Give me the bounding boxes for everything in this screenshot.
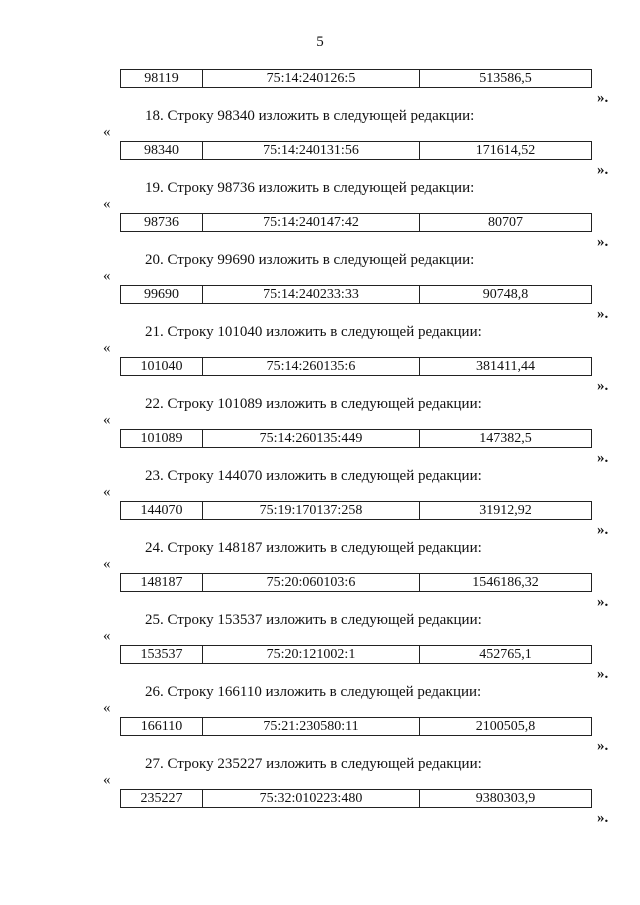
row-number-cell: 98340	[121, 142, 203, 159]
entry-heading: 23. Строку 144070 изложить в следующей редакции:	[145, 468, 482, 484]
cadastral-number-cell: 75:14:240147:42	[203, 214, 420, 231]
value-cell: 1546186,32	[472, 574, 539, 590]
cadastral-number-cell: 75:19:170137:258	[203, 502, 420, 519]
closing-quote: ».	[597, 234, 609, 250]
entry-heading: 20. Строку 99690 изложить в следующей редакции:	[145, 252, 475, 268]
table-row	[120, 213, 592, 232]
closing-quote: ».	[597, 90, 609, 106]
cadastral-number-cell: 75:14:260135:6	[203, 358, 420, 375]
table-row	[120, 645, 592, 664]
entry-heading: 24. Строку 148187 изложить в следующей редакции:	[145, 540, 482, 556]
entry-heading: 26. Строку 166110 изложить в следующей редакции:	[145, 684, 482, 700]
value-cell: 9380303,9	[475, 790, 536, 806]
row-number-cell: 153537	[121, 646, 203, 663]
cadastral-number-cell: 75:14:240126:5	[203, 70, 420, 87]
opening-quote: «	[103, 268, 111, 284]
row-number-cell: 144070	[121, 502, 203, 519]
cadastral-number-cell: 75:14:260135:449	[203, 430, 420, 447]
cadastral-number-cell: 75:20:121002:1	[203, 646, 420, 663]
value-cell: 452765,1	[479, 646, 532, 662]
entry-heading: 22. Строку 101089 изложить в следующей редакции:	[145, 396, 482, 412]
page-number: 5	[316, 34, 324, 50]
opening-quote: «	[103, 412, 111, 428]
opening-quote: «	[103, 196, 111, 212]
table-row	[120, 141, 592, 160]
closing-quote: ».	[597, 306, 609, 322]
row-number-cell: 148187	[121, 574, 203, 591]
opening-quote: «	[103, 340, 111, 356]
row-number-cell: 99690	[121, 286, 203, 303]
entry-heading: 18. Строку 98340 изложить в следующей редакции:	[145, 108, 475, 124]
opening-quote: «	[103, 484, 111, 500]
entry-heading: 19. Строку 98736 изложить в следующей редакции:	[145, 180, 475, 196]
row-number-cell: 98736	[121, 214, 203, 231]
value-cell: 90748,8	[482, 286, 529, 302]
opening-quote: «	[103, 628, 111, 644]
value-cell: 31912,92	[479, 502, 532, 518]
entry-heading: 21. Строку 101040 изложить в следующей редакции:	[145, 324, 482, 340]
opening-quote: «	[103, 556, 111, 572]
value-cell: 2100505,8	[475, 718, 536, 734]
closing-quote: ».	[597, 162, 609, 178]
row-number-cell: 166110	[121, 718, 203, 735]
closing-quote: ».	[597, 378, 609, 394]
cadastral-number-cell: 75:20:060103:6	[203, 574, 420, 591]
entry-heading: 27. Строку 235227 изложить в следующей редакции:	[145, 756, 482, 772]
row-number-cell: 101089	[121, 430, 203, 447]
entry-heading: 25. Строку 153537 изложить в следующей редакции:	[145, 612, 482, 628]
closing-quote: ».	[597, 666, 609, 682]
value-cell: 80707	[488, 214, 523, 230]
value-cell: 513586,5	[479, 70, 532, 86]
cadastral-number-cell: 75:14:240131:56	[203, 142, 420, 159]
opening-quote: «	[103, 700, 111, 716]
table-row	[120, 717, 592, 736]
cadastral-number-cell: 75:32:010223:480	[203, 790, 420, 807]
closing-quote: ».	[597, 450, 609, 466]
row-number-cell: 235227	[121, 790, 203, 807]
value-cell: 171614,52	[475, 142, 536, 158]
opening-quote: «	[103, 772, 111, 788]
value-cell: 381411,44	[476, 358, 535, 374]
table-row	[120, 69, 592, 88]
closing-quote: ».	[597, 810, 609, 826]
closing-quote: ».	[597, 522, 609, 538]
table-row	[120, 573, 592, 592]
table-row	[120, 285, 592, 304]
opening-quote: «	[103, 124, 111, 140]
table-row	[120, 357, 592, 376]
table-row	[120, 501, 592, 520]
cadastral-number-cell: 75:21:230580:11	[203, 718, 420, 735]
table-row	[120, 789, 592, 808]
cadastral-number-cell: 75:14:240233:33	[203, 286, 420, 303]
closing-quote: ».	[597, 738, 609, 754]
table-row	[120, 429, 592, 448]
closing-quote: ».	[597, 594, 609, 610]
row-number-cell: 98119	[121, 70, 203, 87]
value-cell: 147382,5	[479, 430, 532, 446]
row-number-cell: 101040	[121, 358, 203, 375]
